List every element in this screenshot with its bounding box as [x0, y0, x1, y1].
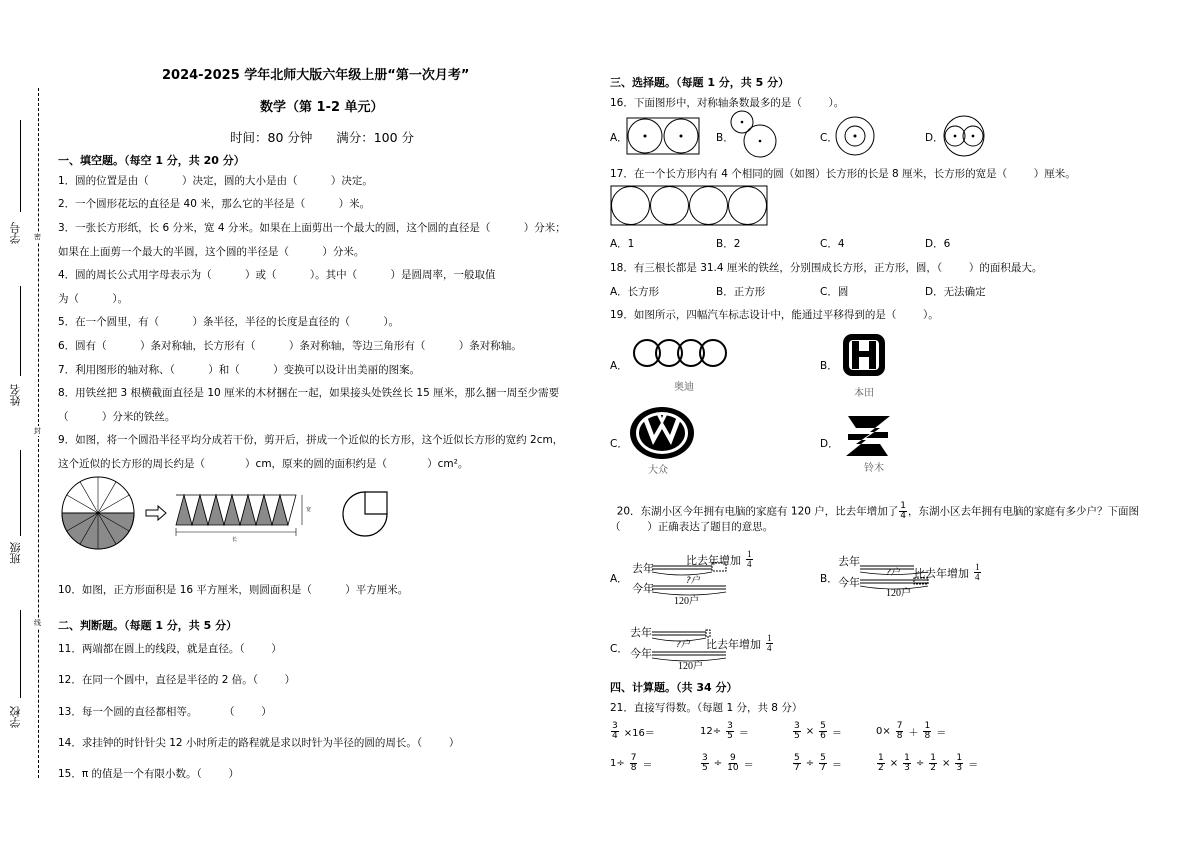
question-5: 5．在一个圆里，有（ ）条半径，半径的长度是直径的（ ）。	[58, 316, 400, 328]
calc-item-3	[792, 722, 842, 741]
class-label: 班级	[9, 542, 22, 564]
q17-figure	[610, 185, 770, 227]
calc-8-frac-b: $\frac{1}{3}$	[904, 753, 910, 773]
calc-4-op: ＋	[908, 728, 919, 739]
honda-logo-icon	[841, 332, 887, 378]
q20a-increase	[686, 550, 754, 569]
vw-caption: 大众	[648, 465, 668, 476]
class-line	[20, 450, 21, 536]
calc-3-op: ×	[805, 726, 815, 737]
calc-6-frac-b: $\frac{9}{10}$	[727, 753, 739, 773]
calc-6-eq: ＝	[743, 760, 754, 771]
student-name-label: 姓名	[9, 384, 22, 406]
suzuki-caption: 铃木	[864, 463, 884, 474]
binding-mark-feng: 封	[34, 427, 41, 435]
school-line	[20, 610, 21, 698]
q17-option-b: B．2	[716, 238, 741, 250]
q20a-increase-fraction: $\frac{1}{4}$	[747, 549, 752, 569]
calc-8-op1: ×	[889, 758, 899, 769]
calc-7-frac-b: $\frac{5}{7}$	[820, 753, 826, 773]
q18-option-d: D．无法确定	[925, 286, 986, 298]
q20c-qunian: 去年	[630, 627, 652, 639]
question-9b: 这个近似的长方形的周长约是（ ）cm，原来的圆的面积约是（ ）cm²。	[58, 458, 469, 470]
exam-subtitle: 数学（第 1-2 单元）	[260, 100, 384, 115]
calc-2-text: 12÷	[700, 726, 722, 737]
calc-5-text: 1÷	[610, 758, 625, 769]
q16-option-c-label: C．	[820, 132, 838, 144]
q20a-120: 120户	[674, 596, 699, 607]
question-3a: 3．一张长方形纸，长 6 分米，宽 4 分米。如果在上面剪出一个最大的圆，这个圆的直径是（ ）分米；	[58, 222, 566, 234]
q20c-hu: ?户	[676, 640, 690, 650]
calc-8-eq: ＝	[968, 760, 979, 771]
question-12: 12．在同一个圆中，直径是半径的 2 倍。（ ）	[58, 674, 296, 686]
calc-3-frac-b: $\frac{5}{6}$	[820, 721, 826, 741]
question-15: 15．π 的值是一个有限小数。（ ）	[58, 768, 239, 780]
q20-fraction: $\frac{1}{4}$	[900, 501, 906, 521]
q20c-jinnian: 今年	[630, 648, 652, 660]
section4-heading: 四、计算题。（共 34 分）	[610, 681, 738, 694]
question-20a	[610, 490, 1139, 521]
question-20b: （ ）正确表达了题目的意思。	[610, 521, 774, 533]
question-16: 16．下面图形中，对称轴条数最多的是（ ）。	[610, 97, 845, 109]
student-name-line	[20, 286, 21, 376]
calc-6-frac-a: $\frac{3}{5}$	[702, 753, 708, 773]
q17-option-d: D．6	[925, 238, 951, 250]
q20-text-end: ，东湖小区去年拥有电脑的家庭有多少户？下面图	[908, 505, 1139, 518]
section2-heading: 二、判断题。（每题 1 分，共 5 分）	[58, 619, 238, 632]
calc-1-text: ×16＝	[623, 728, 655, 739]
question-7: 7．利用图形的轴对称、（ ）和（ ）变换可以设计出美丽的图案。	[58, 364, 421, 376]
q20a-hu: ?户	[686, 576, 700, 586]
q19-option-b-label: B．	[820, 360, 838, 372]
calc-item-8	[876, 754, 978, 773]
section3-heading: 三、选择题。（每题 1 分，共 5 分）	[610, 76, 790, 89]
calc-item-6	[700, 754, 754, 773]
calc-8-frac-d: $\frac{1}{3}$	[956, 753, 963, 773]
q17-option-a: A．1	[610, 238, 635, 250]
exam-time-info: 时间：80 分钟 满分：100 分	[230, 130, 415, 145]
q18-option-b: B．正方形	[716, 286, 766, 298]
question-8a: 8．用铁丝把 3 根横截面直径是 10 厘米的木材捆在一起，如果接头处铁丝长 15 厘米，那么捆一周至少需要	[58, 387, 560, 399]
question-3b: 如果在上面剪一个最大的半圆，这个圆的半径是（ ）分米。	[58, 246, 365, 258]
calc-5-frac: $\frac{7}{8}$	[630, 753, 637, 773]
calc-2-eq: ＝	[738, 728, 749, 739]
calc-3-frac-a: $\frac{3}{5}$	[794, 721, 800, 741]
calc-6-op: ÷	[713, 758, 723, 769]
school-label: 学校	[9, 706, 22, 728]
question-18: 18．有三根长都是 31.4 厘米的铁丝，分别围成长方形，正方形，圆，（ ）的面积最大。	[610, 262, 1043, 274]
calc-item-1	[610, 722, 655, 741]
q20-text-start: 20．东湖小区今年拥有电脑的家庭有 120 户，比去年增加了	[616, 505, 899, 518]
calc-item-2	[700, 722, 749, 741]
question-9-figure	[58, 470, 458, 570]
question-9a: 9．如图，将一个圆沿半径平均分成若干份，剪开后，拼成一个近似的长方形，这个近似长方形的宽约 2cm，	[58, 434, 564, 446]
q20b-increase-text: 比去年增加	[914, 567, 969, 580]
student-id-line	[20, 120, 21, 212]
q20a-qunian: 去年	[632, 563, 654, 575]
q16-option-d-figure	[940, 115, 988, 157]
q20c-increase-fraction: $\frac{1}{4}$	[767, 633, 772, 653]
q20b-120: 120户	[886, 588, 911, 599]
q16-option-a-figure	[626, 117, 700, 155]
q16-option-b-label: B．	[716, 132, 734, 144]
question-8b: （ ）分米的铁丝。	[58, 411, 176, 423]
calc-4-frac-a: $\frac{7}{8}$	[896, 721, 903, 741]
calc-8-frac-c: $\frac{1}{2}$	[930, 753, 936, 773]
audi-logo-icon	[630, 338, 734, 368]
calc-item-5	[610, 754, 652, 773]
q20b-jinnian: 今年	[838, 577, 860, 589]
question-17: 17．在一个长方形内有 4 个相同的圆（如图）长方形的长是 8 厘米，长方形的宽是（ ）厘米。	[610, 168, 1076, 180]
q16-option-d-label: D．	[925, 132, 944, 144]
q20-option-b-label: B．	[820, 573, 838, 585]
binding-mark-mi: 密	[34, 233, 41, 241]
q19-option-a-label: A．	[610, 360, 628, 372]
binding-mark-xian: 线	[34, 619, 41, 627]
vw-logo-icon	[629, 405, 695, 461]
question-6: 6．圆有（ ）条对称轴，长方形有（ ）条对称轴，等边三角形有（ ）条对称轴。	[58, 340, 522, 352]
q16-option-b-figure	[728, 108, 778, 158]
q20-option-c-label: C．	[610, 643, 628, 655]
calc-5-eq: ＝	[642, 760, 653, 771]
q20b-hu: ?户	[886, 568, 900, 578]
q16-option-a-label: A．	[610, 132, 628, 144]
q17-option-c: C．4	[820, 238, 845, 250]
student-id-label: 学号	[9, 222, 22, 244]
q16-option-c-figure	[835, 116, 875, 156]
q18-option-c: C．圆	[820, 286, 849, 298]
calc-item-7	[792, 754, 842, 773]
exam-title: 2024-2025 学年北师大版六年级上册“第一次月考”	[162, 68, 470, 83]
calc-7-eq: ＝	[831, 760, 842, 771]
q9-width-label: 宽	[306, 507, 312, 513]
question-2: 2．一个圆形花坛的直径是 40 米，那么它的半径是（ ）米。	[58, 198, 371, 210]
q19-option-d-label: D．	[820, 438, 839, 450]
calc-7-frac-a: $\frac{5}{7}$	[794, 753, 800, 773]
q20b-increase	[914, 563, 982, 582]
question-19: 19．如图所示，四幅汽车标志设计中，能通过平移得到的是（ ）。	[610, 309, 939, 321]
calc-item-4	[876, 722, 946, 741]
question-11: 11．两端都在圆上的线段，就是直径。（ ）	[58, 643, 282, 655]
calc-8-op3: ×	[941, 758, 951, 769]
question-10: 10．如图，正方形面积是 16 平方厘米，则圆面积是（ ）平方厘米。	[58, 584, 409, 596]
calc-1-frac: $\frac{3}{4}$	[612, 721, 618, 741]
audi-caption: 奥迪	[674, 382, 694, 393]
q20a-increase-text: 比去年增加	[686, 554, 741, 567]
question-4a: 4．圆的周长公式用字母表示为（ ）或（ ）。其中（ ）是圆周率，一般取值	[58, 269, 496, 281]
calc-7-op: ÷	[805, 758, 815, 769]
q20c-120: 120户	[678, 661, 703, 672]
q9-length-label: 长	[232, 537, 238, 543]
calc-8-frac-a: $\frac{1}{2}$	[878, 753, 884, 773]
q20c-increase-text: 比去年增加	[706, 638, 761, 651]
question-21: 21．直接写得数。（每题 1 分，共 8 分）	[610, 702, 803, 714]
q20b-qunian: 去年	[838, 556, 860, 568]
question-13: 13．每一个圆的直径都相等。 （ ）	[58, 706, 272, 718]
calc-4-eq: ＝	[936, 728, 947, 739]
section1-heading: 一、填空题。（每空 1 分，共 20 分）	[58, 154, 245, 167]
calc-4-text: 0×	[876, 726, 891, 737]
calc-2-frac: $\frac{3}{5}$	[727, 721, 733, 741]
q20-option-a-label: A．	[610, 573, 628, 585]
question-14: 14．求挂钟的时针针尖 12 小时所走的路程就是求以时针为半径的圆的周长。（ ）	[58, 737, 460, 749]
calc-3-eq: ＝	[831, 728, 842, 739]
q20b-increase-fraction: $\frac{1}{4}$	[975, 562, 980, 582]
calc-8-op2: ÷	[915, 758, 925, 769]
q19-option-c-label: C．	[610, 438, 628, 450]
question-4b: 为（ ）。	[58, 293, 129, 305]
question-1: 1．圆的位置是由（ ）决定，圆的大小是由（ ）决定。	[58, 175, 373, 187]
q18-option-a: A．长方形	[610, 286, 660, 298]
honda-caption: 本田	[854, 388, 874, 399]
q20c-increase	[706, 634, 774, 653]
suzuki-logo-icon	[840, 414, 896, 458]
calc-4-frac-b: $\frac{1}{8}$	[924, 721, 931, 741]
q20a-jinnian: 今年	[632, 583, 654, 595]
